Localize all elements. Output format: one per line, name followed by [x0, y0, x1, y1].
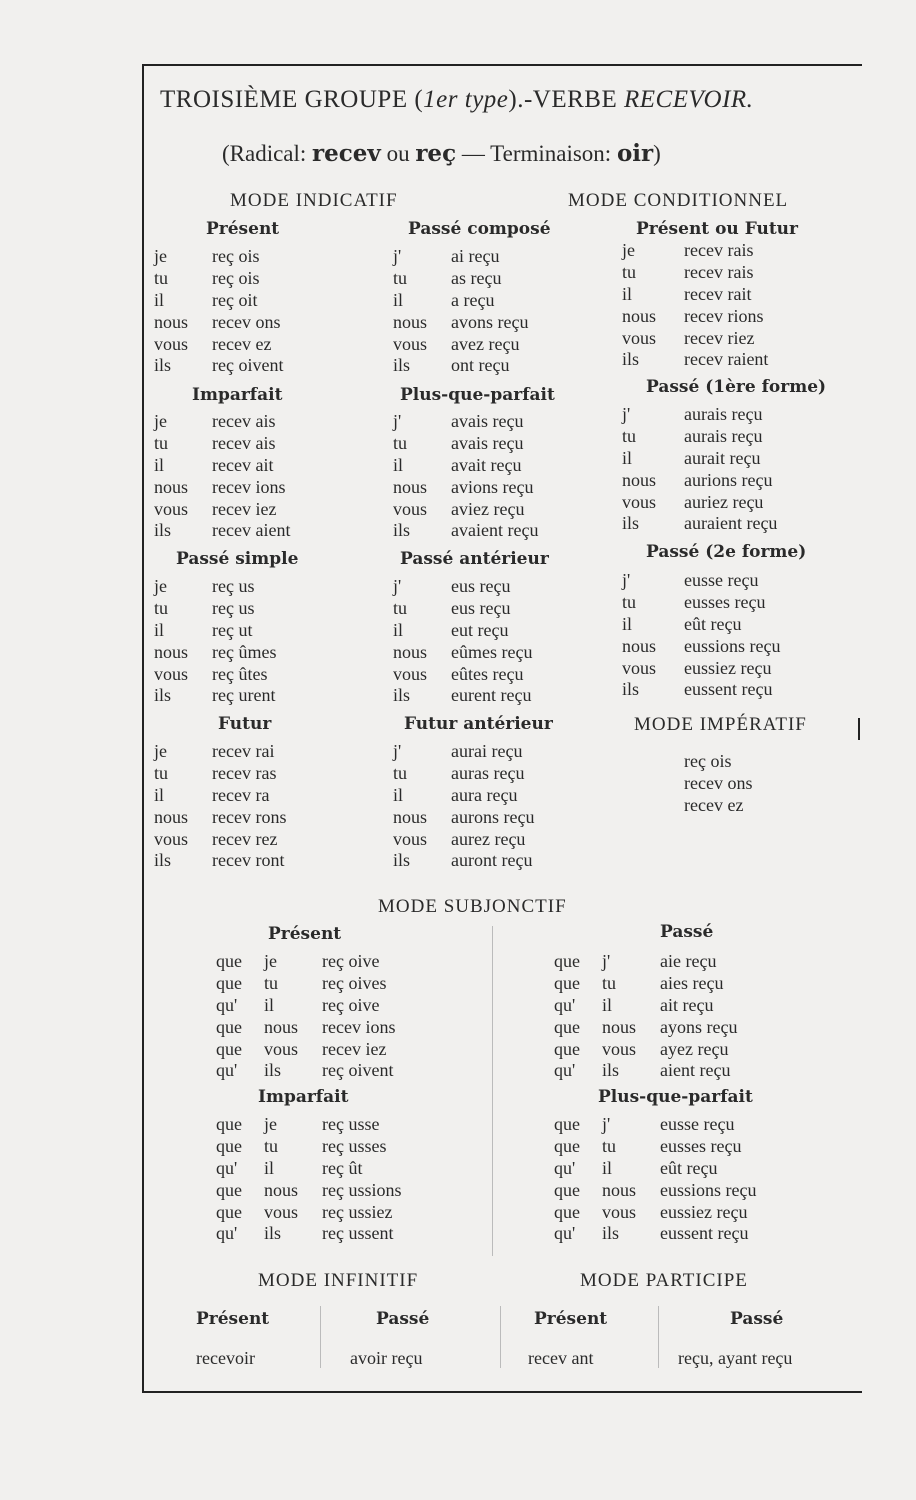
pronoun: que — [554, 1201, 580, 1222]
pronoun: que — [216, 1038, 242, 1059]
pronoun: tu — [602, 1135, 617, 1156]
indicatif-passe-anterieur-heading: Passé antérieur — [400, 549, 549, 569]
verb-form: eussiez reçu — [660, 1201, 748, 1222]
verb-form: recev ez — [212, 333, 272, 354]
pronoun: tu — [154, 762, 169, 783]
mode-participe: MODE PARTICIPE — [580, 1270, 748, 1291]
verb-form: ait reçu — [660, 994, 714, 1015]
radical-line: (Radical: recev ou reç — Terminaison: oir) — [222, 140, 661, 167]
pronoun: j' — [602, 951, 611, 971]
title-verb: RECEVOIR. — [624, 86, 754, 113]
pronoun: qu' — [216, 1223, 238, 1244]
pronoun: nous — [393, 806, 428, 827]
pronoun: il — [622, 447, 633, 468]
subjonctif-passe-heading: Passé — [660, 922, 714, 942]
participe-passe-value: reçu, ayant reçu — [678, 1348, 793, 1368]
verb-form: aurait reçu — [684, 447, 761, 468]
verb-form: recev ions — [322, 1016, 396, 1037]
subjonctif-present-heading: Présent — [268, 924, 342, 944]
participe-present-heading: Présent — [534, 1309, 608, 1329]
pronoun: je — [154, 741, 167, 761]
pronoun: que — [554, 1114, 580, 1134]
pronoun: je — [154, 411, 167, 431]
pronoun: il — [622, 613, 633, 634]
divider — [500, 1306, 501, 1368]
pronoun: que — [554, 1016, 580, 1037]
indicatif-futur-anterieur-heading: Futur antérieur — [404, 714, 553, 734]
infinitif-present-value: recevoir — [196, 1348, 255, 1368]
verb-form: auraient reçu — [684, 513, 778, 534]
verb-form: recev iez — [322, 1038, 387, 1059]
pronoun: tu — [622, 425, 637, 446]
pronoun: vous — [264, 1201, 299, 1222]
indicatif-passe-compose-heading: Passé composé — [408, 219, 551, 239]
verb-form: reç us — [212, 597, 255, 618]
pronoun: tu — [154, 267, 169, 288]
infinitif-passe-heading: Passé — [376, 1309, 430, 1329]
verb-form: eussent reçu — [660, 1223, 749, 1244]
pronoun: tu — [154, 597, 169, 618]
verb-form: eus reçu — [451, 576, 511, 596]
verb-form: reç oives — [322, 972, 387, 993]
pronoun: il — [264, 994, 275, 1015]
verb-form: recev ais — [212, 411, 276, 431]
pronoun: tu — [264, 1135, 279, 1156]
frame-right-tick — [858, 718, 860, 740]
pronoun: qu' — [554, 1223, 576, 1244]
pronoun: qu' — [554, 994, 576, 1015]
pronoun: il — [393, 619, 404, 640]
pronoun: nous — [154, 476, 189, 497]
mode-imperatif: MODE IMPÉRATIF — [634, 714, 807, 735]
mode-indicatif: MODE INDICATIF — [230, 190, 398, 211]
indicatif-passe-simple-heading: Passé simple — [176, 549, 299, 569]
pronoun: qu' — [216, 1157, 238, 1178]
indicatif-imparfait-heading: Imparfait — [192, 385, 283, 405]
verb-form: avais reçu — [451, 411, 524, 431]
pronoun: ils — [393, 850, 411, 871]
verb-form: reç us — [212, 576, 255, 596]
verb-form: as reçu — [451, 267, 502, 288]
pronoun: ils — [393, 685, 411, 706]
pronoun: nous — [264, 1179, 299, 1200]
verb-form: eurent reçu — [451, 685, 532, 706]
verb-form: aurais reçu — [684, 425, 763, 446]
verb-form: eûmes reçu — [451, 641, 533, 662]
pronoun: ils — [264, 1060, 282, 1081]
pronoun: nous — [154, 641, 189, 662]
imperatif-list — [684, 751, 752, 817]
verb-form: eusses reçu — [684, 591, 766, 612]
pronoun: nous — [393, 311, 428, 332]
verb-form: aura reçu — [451, 784, 518, 805]
pronoun: nous — [622, 469, 657, 490]
verb-form: reç oivent — [322, 1060, 394, 1081]
verb-form: avait reçu — [451, 454, 522, 475]
pronoun: vous — [622, 327, 657, 348]
verb-form: eût reçu — [660, 1157, 718, 1178]
pronoun: qu' — [216, 994, 238, 1015]
pronoun: ils — [264, 1223, 282, 1244]
verb-form: recev rons — [212, 806, 287, 827]
verb-form: reç oive — [322, 951, 380, 971]
verb-form: recev rait — [684, 283, 752, 304]
pronoun: nous — [393, 476, 428, 497]
verb-form: recev rais — [684, 240, 754, 260]
conditionnel-passe2-heading: Passé (2e forme) — [646, 542, 807, 562]
pronoun: j' — [393, 411, 402, 431]
verb-form: recev iez — [212, 498, 277, 519]
pronoun: vous — [393, 828, 428, 849]
divider — [320, 1306, 321, 1368]
pronoun: j' — [602, 1114, 611, 1134]
divider — [658, 1306, 659, 1368]
verb-form: recev ait — [212, 454, 274, 475]
verb-form: reç usse — [322, 1114, 380, 1134]
pronoun: que — [216, 1135, 242, 1156]
verb-form: reç ussions — [322, 1179, 402, 1200]
verb-form: reç ussiez — [322, 1201, 393, 1222]
verb-form: eussions reçu — [660, 1179, 757, 1200]
verb-form: reç usses — [322, 1135, 387, 1156]
infinitif-passe-value: avoir reçu — [350, 1348, 423, 1368]
mode-subjonctif: MODE SUBJONCTIF — [378, 896, 567, 917]
pronoun: que — [554, 1038, 580, 1059]
verb-form: avez reçu — [451, 333, 520, 354]
verb-form: ont reçu — [451, 355, 510, 376]
pronoun: ils — [154, 355, 172, 376]
participe-present-value: recev ant — [528, 1348, 594, 1368]
pronoun: vous — [154, 333, 189, 354]
pronoun: que — [216, 1016, 242, 1037]
pronoun: vous — [154, 663, 189, 684]
pronoun: ils — [154, 850, 172, 871]
verb-form: recev rez — [212, 828, 278, 849]
pronoun: nous — [154, 806, 189, 827]
pronoun: qu' — [554, 1060, 576, 1081]
verb-form: eussiez reçu — [684, 657, 772, 678]
pronoun: tu — [154, 432, 169, 453]
pronoun: ils — [393, 520, 411, 541]
verb-form: recev ra — [212, 784, 270, 805]
verb-form: reç oit — [212, 289, 258, 310]
pronoun: il — [154, 454, 165, 475]
pronoun: qu' — [554, 1157, 576, 1178]
pronoun: nous — [602, 1016, 637, 1037]
verb-form: avions reçu — [451, 476, 534, 497]
verb-form: reç ussent — [322, 1223, 394, 1244]
pronoun: nous — [602, 1179, 637, 1200]
pronoun: tu — [264, 972, 279, 993]
verb-form: recev ras — [212, 762, 277, 783]
pronoun: ils — [154, 685, 172, 706]
verb-form: avais reçu — [451, 432, 524, 453]
pronoun: il — [393, 454, 404, 475]
verb-form: recev ons — [212, 311, 281, 332]
verb-form: recev aient — [212, 520, 291, 541]
verb-form: eut reçu — [451, 619, 509, 640]
pronoun: je — [264, 1114, 277, 1134]
pronoun: tu — [622, 261, 637, 282]
verb-form: avons reçu — [451, 311, 529, 332]
verb-form: ayons reçu — [660, 1016, 738, 1037]
verb-form: reç oivent — [212, 355, 284, 376]
pronoun: tu — [393, 762, 408, 783]
indicatif-futur-heading: Futur — [218, 714, 272, 734]
verb-form: eus reçu — [451, 597, 511, 618]
pronoun: que — [216, 1201, 242, 1222]
infinitif-present-heading: Présent — [196, 1309, 270, 1329]
pronoun: vous — [602, 1201, 637, 1222]
imperatif-item: recev ez — [684, 794, 744, 815]
subjonctif-pqp-heading: Plus-que-parfait — [598, 1087, 753, 1107]
verb-form: reç ois — [212, 267, 260, 288]
pronoun: tu — [602, 972, 617, 993]
pronoun: ils — [154, 520, 172, 541]
subjonctif-imparfait-heading: Imparfait — [258, 1087, 349, 1107]
verb-form: reç ut — [212, 619, 253, 640]
verb-form: ayez reçu — [660, 1038, 729, 1059]
verb-form: reç urent — [212, 685, 276, 706]
pronoun: tu — [622, 591, 637, 612]
verb-form: reç oive — [322, 994, 380, 1015]
pronoun: que — [216, 972, 242, 993]
conditionnel-passe1-heading: Passé (1ère forme) — [646, 377, 827, 397]
verb-form: aies reçu — [660, 972, 724, 993]
verb-form: aurai reçu — [451, 741, 523, 761]
pronoun: il — [154, 784, 165, 805]
pronoun: tu — [393, 267, 408, 288]
pronoun: il — [154, 619, 165, 640]
verb-form: eusse reçu — [684, 570, 759, 590]
pronoun: que — [554, 1135, 580, 1156]
pronoun: j' — [393, 576, 402, 596]
mode-conditionnel: MODE CONDITIONNEL — [568, 190, 789, 211]
pronoun: je — [154, 246, 167, 266]
verb-form: reç ûmes — [212, 641, 277, 662]
verb-form: reç ût — [322, 1157, 363, 1178]
verb-form: aie reçu — [660, 951, 717, 971]
pronoun: ils — [622, 679, 640, 700]
pronoun: je — [154, 576, 167, 596]
verb-form: aurez reçu — [451, 828, 526, 849]
pronoun: j' — [393, 246, 402, 266]
pronoun: nous — [154, 311, 189, 332]
pronoun: ils — [622, 349, 640, 370]
imperatif-item: reç ois — [684, 751, 732, 771]
imperatif-item: recev ons — [684, 772, 753, 793]
pronoun: que — [554, 1179, 580, 1200]
pronoun: j' — [393, 741, 402, 761]
pronoun: vous — [393, 663, 428, 684]
pronoun: qu' — [216, 1060, 238, 1081]
verb-form: recev ais — [212, 432, 276, 453]
pronoun: ils — [393, 355, 411, 376]
pronoun: nous — [622, 635, 657, 656]
verb-form: recev ront — [212, 850, 285, 871]
verb-form: aviez reçu — [451, 498, 525, 519]
pronoun: tu — [393, 597, 408, 618]
verb-form: aient reçu — [660, 1060, 731, 1081]
verb-form: aurions reçu — [684, 469, 773, 490]
pronoun: ils — [602, 1223, 620, 1244]
pronoun: vous — [622, 657, 657, 678]
pronoun: vous — [622, 491, 657, 512]
verb-form: eût reçu — [684, 613, 742, 634]
pronoun: il — [393, 289, 404, 310]
verb-form: eussent reçu — [684, 679, 773, 700]
pronoun: vous — [393, 498, 428, 519]
pronoun: nous — [264, 1016, 299, 1037]
pronoun: ils — [602, 1060, 620, 1081]
pronoun: il — [154, 289, 165, 310]
verb-form: recev raient — [684, 349, 769, 370]
pronoun: vous — [154, 828, 189, 849]
pronoun: vous — [264, 1038, 299, 1059]
pronoun: j' — [622, 404, 631, 424]
indicatif-present-heading: Présent — [206, 219, 280, 239]
verb-form: auras reçu — [451, 762, 525, 783]
pronoun: ils — [622, 513, 640, 534]
pronoun: que — [216, 1114, 242, 1134]
participe-passe-heading: Passé — [730, 1309, 784, 1329]
pronoun: il — [622, 283, 633, 304]
verb-form: recev rai — [212, 741, 275, 761]
pronoun: tu — [393, 432, 408, 453]
pronoun: nous — [393, 641, 428, 662]
pronoun: il — [264, 1157, 275, 1178]
subjonctif-divider — [492, 926, 493, 1256]
verb-form: auront reçu — [451, 850, 533, 871]
verb-form: reç ûtes — [212, 663, 268, 684]
verb-form: auriez reçu — [684, 491, 764, 512]
pronoun: il — [393, 784, 404, 805]
title-type: 1er type — [423, 86, 509, 113]
verb-form: recev ions — [212, 476, 286, 497]
verb-form: recev rais — [684, 261, 754, 282]
pronoun: je — [264, 951, 277, 971]
verb-form: eûtes reçu — [451, 663, 524, 684]
pronoun: nous — [622, 305, 657, 326]
pronoun: vous — [393, 333, 428, 354]
verb-form: recev rions — [684, 305, 764, 326]
pronoun: vous — [154, 498, 189, 519]
mode-infinitif: MODE INFINITIF — [258, 1270, 419, 1291]
conditionnel-present-heading: Présent ou Futur — [636, 219, 798, 239]
verb-form: aurais reçu — [684, 404, 763, 424]
pronoun: j' — [622, 570, 631, 590]
verb-form: avaient reçu — [451, 520, 539, 541]
verb-form: eussions reçu — [684, 635, 781, 656]
verb-form: eusse reçu — [660, 1114, 735, 1134]
pronoun: il — [602, 994, 613, 1015]
pronoun: que — [216, 1179, 242, 1200]
verb-form: reç ois — [212, 246, 260, 266]
pronoun: que — [554, 972, 580, 993]
verb-form: eusses reçu — [660, 1135, 742, 1156]
page-title: TROISIÈME GROUPE (1er type).-VERBE RECEVOIR. — [160, 86, 754, 113]
verb-form: recev riez — [684, 327, 755, 348]
pronoun: que — [216, 951, 242, 971]
indicatif-pqp-heading: Plus-que-parfait — [400, 385, 555, 405]
pronoun: que — [554, 951, 580, 971]
verb-form: a reçu — [451, 289, 495, 310]
pronoun: il — [602, 1157, 613, 1178]
pronoun: je — [622, 240, 635, 260]
verb-form: aurons reçu — [451, 806, 535, 827]
verb-form: ai reçu — [451, 246, 500, 266]
pronoun: vous — [602, 1038, 637, 1059]
